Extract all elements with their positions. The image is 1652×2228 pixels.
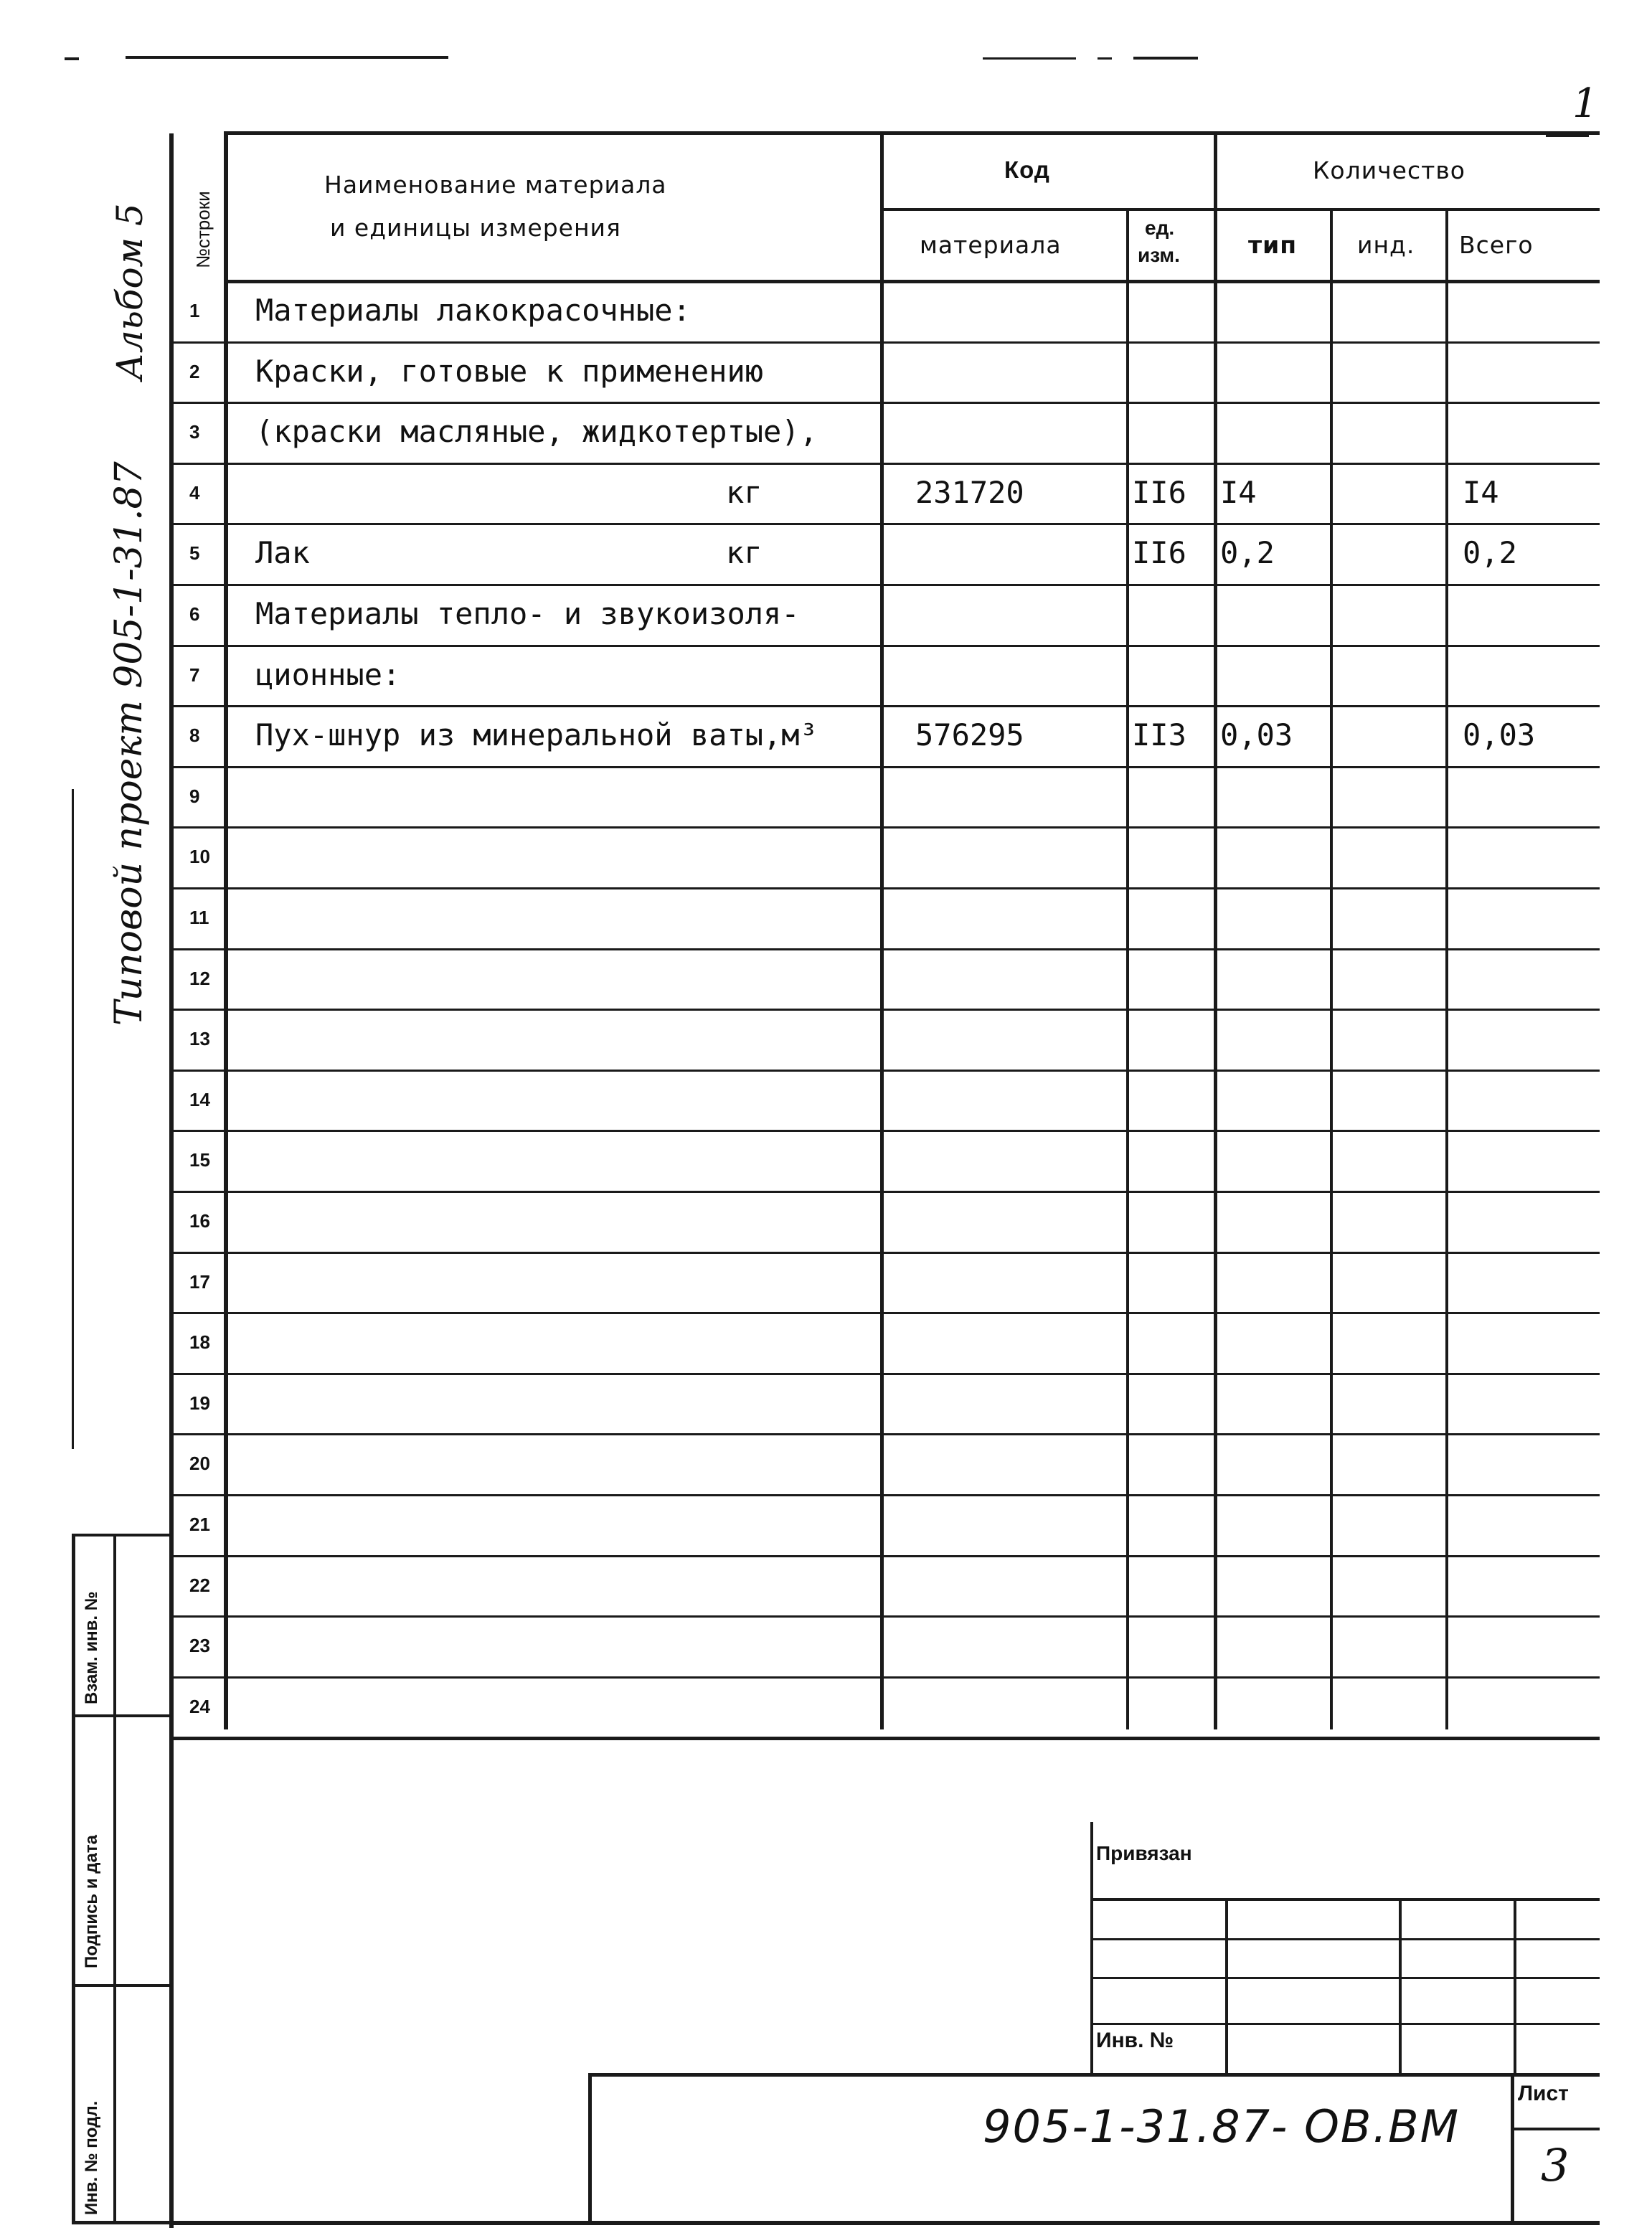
page-number-underline — [1546, 135, 1589, 137]
qty-tip: 0,03 — [1220, 717, 1293, 752]
table-top-border — [224, 131, 1600, 135]
table-row-divider — [171, 1009, 1600, 1011]
header-bottom-line — [224, 280, 1600, 283]
unit-code: II6 — [1132, 475, 1186, 510]
scan-mark — [1133, 57, 1198, 60]
ed-col-border — [1126, 209, 1129, 1729]
material-name: Материалы лакокрасочные: — [255, 293, 691, 328]
unit-code: II3 — [1132, 717, 1186, 752]
title-block-col-4 — [1514, 1899, 1516, 2076]
table-row-divider — [171, 523, 1600, 525]
qty-col-border — [1214, 133, 1217, 1729]
table-row-divider — [171, 402, 1600, 404]
scan-mark — [983, 57, 1076, 60]
table-row-divider — [171, 1676, 1600, 1679]
strip-top — [72, 1534, 172, 1537]
row-number: 15 — [189, 1149, 210, 1171]
col-kod-material-header: материала — [920, 231, 1062, 259]
title-block-row-4 — [1090, 2023, 1600, 2025]
privyazan-label: Привязан — [1096, 1842, 1192, 1864]
table-row-divider — [171, 1130, 1600, 1132]
table-row-divider — [171, 1555, 1600, 1557]
title-block-list-mid — [1511, 2128, 1600, 2130]
table-row-divider — [171, 948, 1600, 950]
total-col-border — [1445, 209, 1448, 1729]
row-number: 6 — [189, 603, 200, 625]
col-kod-unit-header-1: ед. — [1145, 217, 1175, 239]
strip-bottom — [72, 2221, 172, 2224]
title-block-list-left — [1511, 2073, 1514, 2225]
table-row-divider — [171, 1070, 1600, 1072]
scan-mark — [1098, 57, 1112, 60]
podpis-data-label: Подпись и дата — [82, 1835, 101, 1968]
table-row-divider — [171, 584, 1600, 586]
material-unit: кг — [726, 535, 763, 570]
header-sub-line — [880, 208, 1600, 211]
title-block-row-2 — [1090, 1938, 1600, 1940]
material-code: 576295 — [915, 717, 1024, 752]
qty-total: 0,2 — [1463, 535, 1517, 570]
row-number: 9 — [189, 785, 200, 807]
row-number: 16 — [189, 1210, 210, 1232]
row-number: 21 — [189, 1514, 210, 1535]
row-number: 11 — [189, 907, 209, 928]
project-stamp: Типовой проект 905-1-31.87 — [108, 461, 151, 1026]
row-number: 8 — [189, 724, 200, 746]
title-block-left — [1090, 1822, 1093, 2076]
col-qty-tip-header: тип — [1248, 231, 1298, 259]
list-value: 3 — [1541, 2139, 1570, 2191]
material-code: 231720 — [915, 475, 1024, 510]
title-block-row-3 — [1090, 1977, 1600, 1979]
table-row-divider — [171, 1433, 1600, 1435]
row-number: 19 — [189, 1392, 210, 1414]
table-row-divider — [171, 463, 1600, 465]
scan-mark — [126, 56, 448, 59]
row-number: 12 — [189, 968, 210, 989]
table-row-divider — [171, 1737, 1600, 1740]
row-number: 22 — [189, 1575, 210, 1596]
row-number: 1 — [189, 300, 200, 321]
strip-divider-1 — [72, 1714, 172, 1717]
table-row-divider — [171, 341, 1600, 344]
table-row-divider — [171, 826, 1600, 829]
strip-divider-2 — [72, 1984, 172, 1987]
row-number: 10 — [189, 846, 210, 867]
row-number: 4 — [189, 482, 200, 504]
row-number: 2 — [189, 361, 200, 382]
table-name-left-border — [224, 133, 228, 1729]
table-row-divider — [171, 705, 1600, 707]
inv-podl-label: Инв. № подл. — [82, 2100, 101, 2215]
row-number: 17 — [189, 1271, 210, 1293]
col-name-header-line1: Наименование материала — [324, 171, 667, 199]
scan-mark — [65, 57, 79, 60]
list-label: Лист — [1518, 2082, 1569, 2105]
table-row-divider — [171, 645, 1600, 647]
row-number: 7 — [189, 664, 200, 686]
row-number: 14 — [189, 1089, 210, 1110]
table-row-divider — [171, 766, 1600, 768]
left-margin-line — [72, 789, 74, 1449]
col-qty-total-header: Всего — [1459, 231, 1534, 259]
page-bottom-border — [169, 2221, 1600, 2225]
table-row-divider — [171, 1494, 1600, 1496]
material-name: Краски, готовые к применению — [255, 354, 764, 389]
vzam-inv-label: Взам. инв. № — [82, 1591, 101, 1704]
material-name: ционные: — [255, 657, 401, 692]
material-name: Лак — [255, 535, 310, 570]
row-number: 20 — [189, 1453, 210, 1474]
qty-tip: I4 — [1220, 475, 1257, 510]
row-number: 23 — [189, 1635, 210, 1656]
table-row-divider — [171, 1252, 1600, 1254]
title-block-col-3 — [1399, 1899, 1402, 2076]
row-number: 3 — [189, 421, 200, 443]
qty-total: I4 — [1463, 475, 1499, 510]
title-block-code-left — [588, 2073, 592, 2225]
strip-left-border — [72, 1535, 75, 2224]
col-qty-header: Количество — [1313, 156, 1465, 184]
unit-code: II6 — [1132, 535, 1186, 570]
table-row-divider — [171, 1191, 1600, 1193]
qty-tip: 0,2 — [1220, 535, 1275, 570]
material-unit: кг — [726, 475, 763, 510]
table-row-divider — [171, 1615, 1600, 1618]
material-name: Материалы тепло- и звукоизоля- — [255, 596, 800, 631]
album-stamp: Альбом 5 — [109, 203, 151, 380]
table-row-divider — [171, 1373, 1600, 1375]
ind-col-border — [1330, 209, 1333, 1729]
document-code: 905-1-31.87- ОВ.ВМ — [983, 2100, 1460, 2153]
col-qty-ind-header: инд. — [1357, 231, 1415, 259]
table-row-divider — [171, 887, 1600, 889]
title-block-row-5 — [588, 2073, 1600, 2077]
kod-col-border — [880, 133, 884, 1729]
material-name: (краски масляные, жидкотертые), — [255, 414, 818, 449]
col-name-header-line2: и единицы измерения — [330, 214, 621, 242]
row-number: 13 — [189, 1028, 210, 1049]
strip-inner-border — [113, 1535, 116, 2224]
col-nstroki-header: №строки — [192, 191, 214, 268]
qty-total: 0,03 — [1463, 717, 1536, 752]
table-row-divider — [171, 1312, 1600, 1314]
title-block-col-2 — [1225, 1899, 1228, 2076]
col-kod-unit-header-2: изм. — [1138, 244, 1180, 266]
col-kod-header: Код — [1004, 156, 1050, 183]
inv-no-label: Инв. № — [1096, 2029, 1174, 2052]
row-number: 24 — [189, 1696, 210, 1717]
page-number: 1 — [1572, 80, 1598, 127]
strip-right-border — [169, 1535, 173, 2224]
title-block-row-1 — [1090, 1898, 1600, 1901]
material-name: Пух-шнур из минеральной ваты,м³ — [255, 717, 818, 752]
row-number: 18 — [189, 1331, 210, 1353]
row-number: 5 — [189, 542, 200, 564]
